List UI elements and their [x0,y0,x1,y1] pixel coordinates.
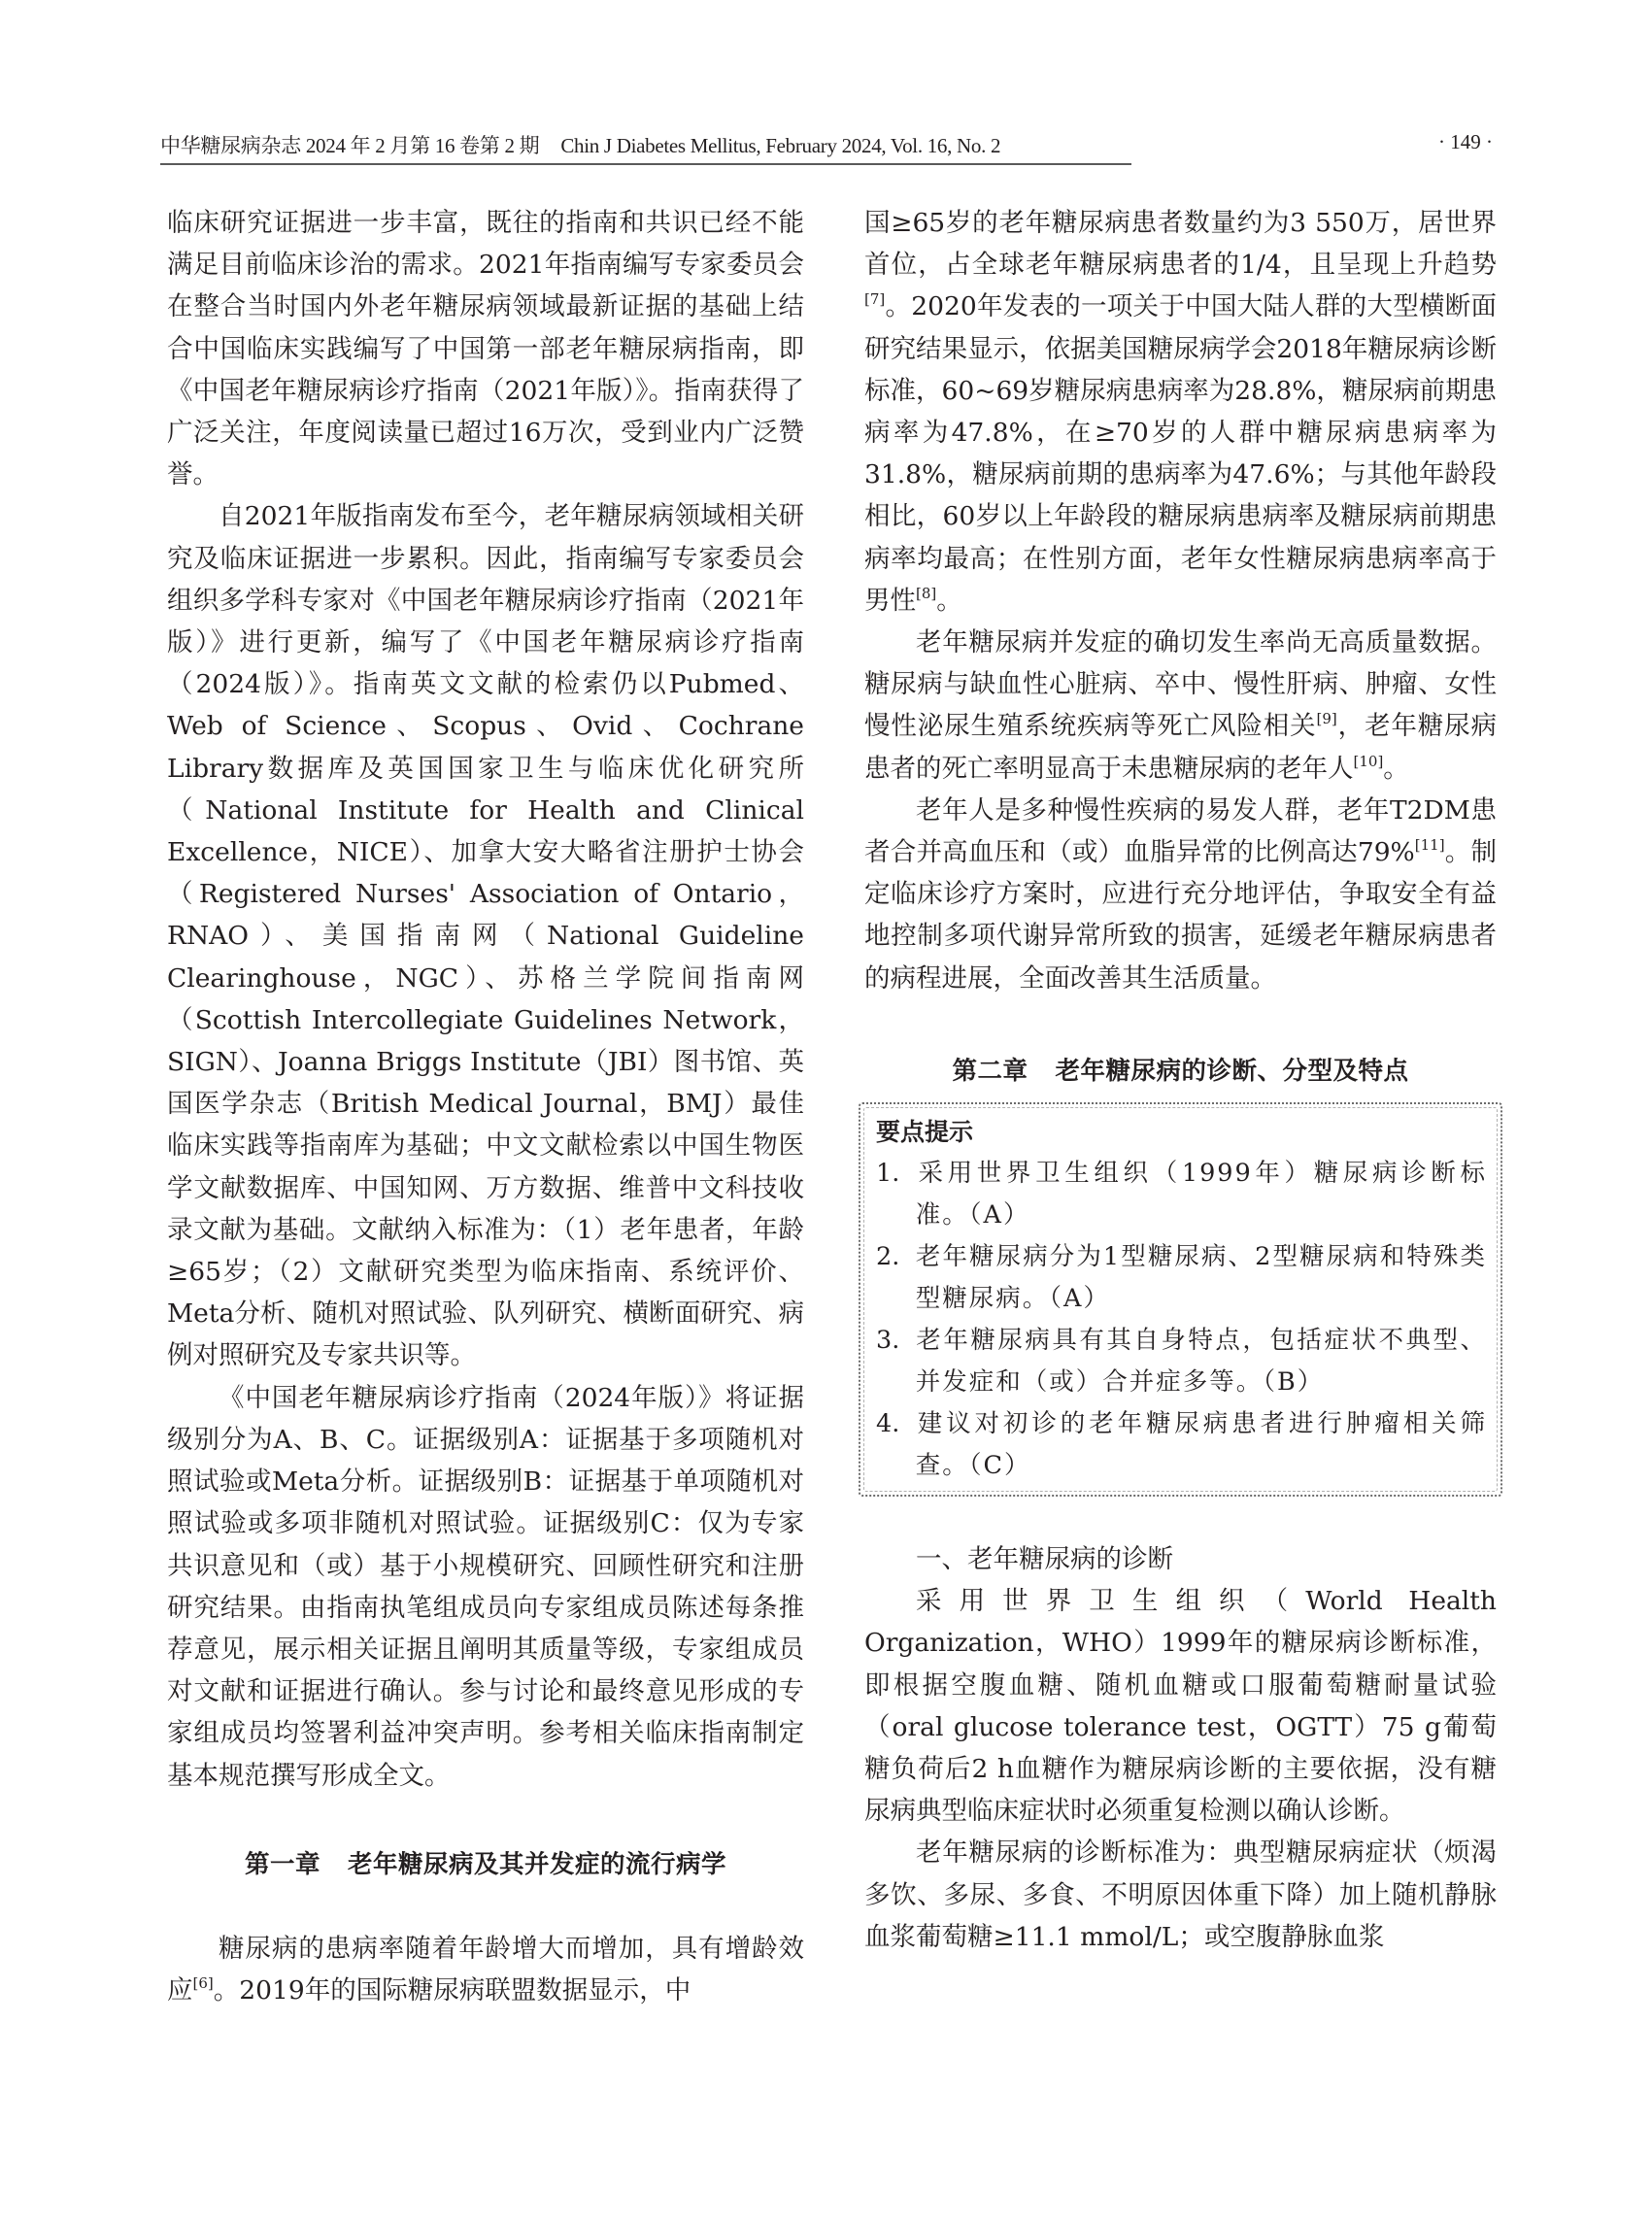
key-point-text: 老年糖尿病分为1型糖尿病、2型糖尿病和特殊类型糖尿病。（A） [915,1242,1487,1314]
paragraph [864,790,1497,999]
citation-ref[interactable]: [7] [864,290,886,309]
citation-ref[interactable]: [9] [1316,710,1337,728]
spacer [167,1886,804,1928]
key-points-title: 要点提示 [876,1118,974,1147]
right-column [864,202,1497,1958]
paragraph-text: 糖尿病的患病率随着年龄增大而增加，具有增龄效应 [167,1933,804,2006]
key-point-number: 3. [876,1326,900,1356]
left-column [167,202,804,2011]
citation-ref[interactable]: [10] [1353,752,1384,770]
chapter-title: 老年糖尿病的诊断、分型及特点 [1055,1056,1409,1086]
spacer [864,999,1497,1041]
key-points-box [859,1102,1502,1497]
paragraph [864,202,1497,622]
paragraph-text: 。2020年发表的一项关于中国大陆人群的大型横断面研究结果显示，依据美国糖尿病学会2018年糖尿病诊断标准，60~69岁糖尿病患病率为28.8%，糖尿病前期患病率为47.8%，在≥70岁的人群中糖尿病患病率为31.8%，糖尿病前期的患病率为47.6%；与其他年龄段相比，60岁以上年龄段的糖尿病患病率及糖尿病前期患病率均最高；在性别方面，老年女性糖尿病患病率高于男性 [864,291,1497,616]
key-point-text: 老年糖尿病具有其自身特点，包括症状不典型、并发症和（或）合并症多等。（B） [915,1326,1487,1398]
key-point-item [876,1403,1487,1487]
paragraph [864,622,1497,790]
paragraph [167,1928,804,2011]
citation-ref[interactable]: [6] [192,1974,214,1993]
paragraph-text: 。 [1383,753,1409,784]
section-heading: 一、老年糖尿病的诊断 [916,1544,1173,1575]
journal-title-cn: 中华糖尿病杂志 2024 年 2 月第 16 卷第 2 期 [160,134,540,157]
paragraph: 老年糖尿病的诊断标准为：典型糖尿病症状（烦渴多饮、多尿、多食、不明原因体重下降）加上随机静脉血浆葡萄糖≥11.1 mmol/L；或空腹静脉血浆 [864,1837,1497,1952]
paragraph-text: 。 [936,585,962,616]
paragraph-text: 老年人是多种慢性疾病的易发人群，老年T2DM患者合并高血压和（或）血脂异常的比例高达79% [864,794,1497,868]
key-point-item [876,1236,1487,1320]
key-point-number: 4. [876,1409,900,1439]
spacer [864,1497,1497,1538]
chapter-heading-2 [864,1051,1497,1093]
key-point-item [876,1153,1487,1236]
spacer [167,1797,804,1838]
paragraph-text: 。2019年的国际糖尿病联盟数据显示，中 [213,1975,691,2006]
citation-ref[interactable]: [8] [916,584,937,602]
page-number: · 149 · [1438,130,1493,153]
key-point-text: 采用世界卫生组织（1999年）糖尿病诊断标准。（A） [915,1159,1487,1230]
key-point-number: 2. [876,1242,900,1272]
paragraph-text: 。制定临床诊疗方案时，应进行充分地评估，争取安全有益地控制多项代谢异常所致的损害，延缓老年糖尿病患者的病程进展，全面改善其生活质量。 [864,837,1498,994]
key-point-number: 1. [876,1159,900,1189]
journal-citation [160,130,1131,165]
paragraph: 采用世界卫生组织（World Health Organization，WHO）1999年的糖尿病诊断标准，即根据空腹血糖、随机血糖或口服葡萄糖耐量试验（oral glucose tolerance test，OGTT）75 g葡萄糖负荷后2 h血糖作为糖尿病诊断的主要依据，没有糖尿病典型临床症状时必须重复检测以确认诊断。 [864,1586,1497,1827]
running-header [160,128,1493,161]
chapter-number: 第二章 [952,1056,1028,1086]
chapter-number: 第一章 [244,1849,320,1879]
chapter-title: 老年糖尿病及其并发症的流行病学 [348,1849,727,1879]
journal-title-en: Chin J Diabetes Mellitus, February 2024, Vol. 16, No. 2 [560,134,1001,157]
key-point-item [876,1320,1487,1403]
paragraph-text: 国≥65岁的老年糖尿病患者数量约为3 550万，居世界首位，占全球老年糖尿病患者的1/4，且呈现上升趋势 [864,208,1497,281]
paragraph: 自2021年版指南发布至今，老年糖尿病领域相关研究及临床证据进一步累积。因此，指南编写专家委员会组织多学科专家对《中国老年糖尿病诊疗指南（2021年版）》进行更新，编写了《中国老年糖尿病诊疗指南（2024版）》。指南英文文献的检索仍以Pubmed、Web of Science、Scopus、Ovid、Cochrane Library数据库及英国国家卫生与临床优化研究所（National Institute for Health and Clinical Excellence，NICE）、加拿大安大略省注册护士协会（Registered Nurses' Association of Ontario，RNAO）、美国指南网（National Guideline Clearinghouse，NGC）、苏格兰学院间指南网（Scottish Intercollegiate Guidelines Network，SIGN）、Joanna Briggs Institute（JBI）图书馆、英国医学杂志（British Medical Journal，BMJ）最佳临床实践等指南库为基础；中文文献检索以中国生物医学文献数据库、中国知网、万方数据、维普中文科技收录文献为基础。文献纳入标准为：（1）老年患者，年龄≥65岁；（2）文献研究类型为临床指南、系统评价、Meta分析、随机对照试验、队列研究、横断面研究、病例对照研究及专家共识等。 [167,501,804,1371]
paragraph-text: 老年糖尿病并发症的确切发生率尚无高质量数据。糖尿病与缺血性心脏病、卒中、慢性肝病、肿瘤、女性慢性泌尿生殖系统疾病等死亡风险相关 [864,627,1497,742]
paragraph: 临床研究证据进一步丰富，既往的指南和共识已经不能满足目前临床诊治的需求。2021年指南编写专家委员会在整合当时国内外老年糖尿病领域最新证据的基础上结合中国临床实践编写了中国第一部老年糖尿病指南，即《中国老年糖尿病诊疗指南（2021年版）》。指南获得了广泛关注，年度阅读量已超过16万次，受到业内广泛赞誉。 [167,208,804,490]
paragraph: 《中国老年糖尿病诊疗指南（2024年版）》将证据级别分为A、B、C。证据级别A：证据基于多项随机对照试验或Meta分析。证据级别B：证据基于单项随机对照试验或多项非随机对照试验。证据级别C：仅为专家共识意见和（或）基于小规模研究、回顾性研究和注册研究结果。由指南执笔组成员向专家组成员陈述每条推荐意见，展示相关证据且阐明其质量等级，专家组成员对文献和证据进行确认。参与讨论和最终意见形成的专家组成员均签署利益冲突声明。参考相关临床指南制定基本规范撰写形成全文。 [167,1382,804,1791]
chapter-heading-1 [167,1844,804,1886]
key-point-text: 建议对初诊的老年糖尿病患者进行肿瘤相关筛查。（C） [915,1409,1487,1481]
citation-ref[interactable]: [11] [1414,836,1445,855]
paragraph-text: ，老年糖尿病患者的死亡率明显高于未患糖尿病的老年人 [864,711,1498,784]
